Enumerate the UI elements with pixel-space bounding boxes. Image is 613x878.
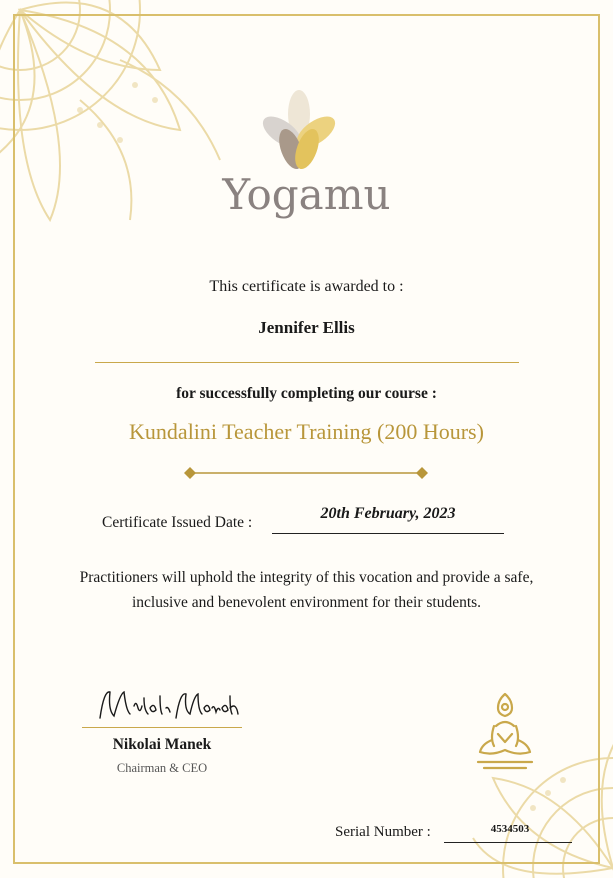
- issued-date-underline: [272, 533, 504, 534]
- course-title: Kundalini Teacher Training (200 Hours): [129, 419, 484, 444]
- issued-date-label: Certificate Issued Date :: [102, 514, 253, 531]
- completing-text: for successfully completing our course :: [176, 385, 437, 402]
- meditating-yogi-icon: [470, 690, 540, 775]
- diamond-divider: [184, 466, 428, 480]
- oath-line-2: inclusive and benevolent environment for their students.: [131, 594, 482, 611]
- signer-title: Chairman & CEO: [116, 761, 208, 775]
- brand-wordmark: Yogamu: [222, 170, 391, 219]
- lotus-flower-icon: [258, 86, 340, 176]
- oath-statement: [40, 565, 573, 615]
- issued-date-value: 20th February, 2023: [320, 505, 456, 522]
- oath-line-1: Practitioners will uphold the integrity of this vocation and provide a safe,: [79, 569, 534, 586]
- handwritten-signature: [90, 680, 240, 730]
- signer-name: Nikolai Manek: [112, 736, 212, 753]
- awarded-text: This certificate is awarded to :: [209, 278, 404, 295]
- mandala-ornament-top-left: [0, 0, 270, 260]
- recipient-name: Jennifer Ellis: [258, 318, 355, 337]
- serial-number-underline: [444, 842, 572, 843]
- serial-number-label: Serial Number :: [335, 824, 431, 840]
- recipient-underline: [95, 362, 519, 363]
- signature-underline: [82, 727, 242, 728]
- serial-number-value: 4534503: [490, 823, 530, 835]
